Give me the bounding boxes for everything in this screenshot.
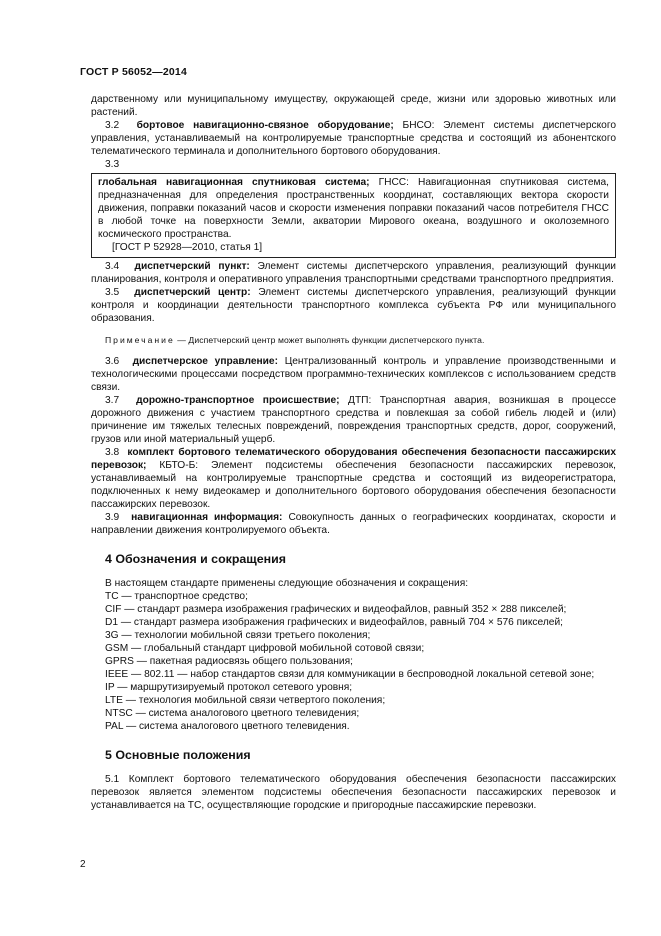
term-3-8 xyxy=(91,446,616,511)
term-number: 3.6 xyxy=(105,356,120,367)
abbreviation-item: CIF — стандарт размера изображения графических и видеофайлов, равный 352 × 288 пикселей; xyxy=(105,604,567,615)
term-3-3 xyxy=(98,176,609,241)
abbreviation-item: LTE — технология мобильной связи четвертого поколения; xyxy=(105,695,386,706)
abbreviation-item: NTSC — система аналогового цветного телевидения; xyxy=(105,708,360,719)
term-title: бортовое навигационно-связное оборудование; xyxy=(136,120,394,131)
term-3-4 xyxy=(91,260,616,286)
abbreviation-list xyxy=(91,590,616,733)
term-3-9 xyxy=(91,511,616,537)
term-title: глобальная навигационная спутниковая система; xyxy=(98,177,370,188)
term-3-6 xyxy=(91,355,616,394)
term-number: 3.4 xyxy=(105,261,120,272)
term-3-5 xyxy=(91,286,616,325)
term-3-3-number: 3.3 xyxy=(105,159,120,170)
term-number: 3.9 xyxy=(105,512,120,523)
abbreviation-item: PAL — система аналогового цветного телевидения. xyxy=(105,721,350,732)
section-4-intro: В настоящем стандарте применены следующие обозначения и сокращения: xyxy=(105,578,469,589)
term-3-7 xyxy=(91,394,616,446)
page-number: 2 xyxy=(80,859,86,870)
term-reference: [ГОСТ Р 52928—2010, статья 1] xyxy=(112,242,263,253)
note-text: — Диспетчерский центр может выполнять функции диспетчерского пункта. xyxy=(174,335,485,345)
term-definition: КБТО-Б: Элемент подсистемы обеспечения безопасности пассажирских перевозок, устанавливаемый на контролируемые транспортные средства и состоящий из видеорегистратора, подключенных к нему видеокамер и дополнительного бортового оборудования обеспечения безопасности пассажирских перевозок. xyxy=(91,460,616,510)
section-5-heading: 5 Основные положения xyxy=(105,748,251,762)
abbreviation-item: IEEE — 802.11 — набор стандартов связи для коммуникации в беспроводной локальной сетевой зоне; xyxy=(105,669,595,680)
document-header: ГОСТ Р 56052—2014 xyxy=(80,66,188,78)
section-4-heading: 4 Обозначения и сокращения xyxy=(105,552,286,566)
abbreviation-item: ТС — транспортное средство; xyxy=(105,591,248,602)
term-title: дорожно-транспортное происшествие; xyxy=(136,395,340,406)
term-3-3-box xyxy=(91,173,616,258)
paragraph-continuation: дарственному или муниципальному имуществу, окружающей среде, жизни или здоровью животных или растений. xyxy=(91,94,616,118)
term-number: 3.2 xyxy=(105,120,120,131)
term-definition: Элемент системы диспетчерского управления, реализующий функции планирования, контроля и оперативного управления транспортными средствами транспортного предприятия. xyxy=(91,261,616,285)
abbreviation-item: 3G — технологии мобильной связи третьего поколения; xyxy=(105,630,371,641)
term-definition: ДТП: Транспортная авария, возникшая в процессе дорожного движения с участием транспортного средства и повлекшая за собой гибель людей и (или) причинение им тяжелых телесных повреждений, повреждения транспортных средств, дорог, сооружений, грузов или иной материальный ущерб. xyxy=(91,395,616,445)
term-number: 3.5 xyxy=(105,287,120,298)
term-definition: Централизованный контроль и управление производственными и технологическими процессами посредством программно-технических комплексов с использованием средств связи. xyxy=(91,356,616,393)
term-title: диспетчерское управление: xyxy=(132,356,278,367)
term-definition: БНСО: Элемент системы диспетчерского управления, устанавливаемый на контролируемые транспортные средства и состоящий из абонентского телематического терминала и дополнительного бортового оборудования. xyxy=(91,120,616,157)
term-number: 3.8 xyxy=(105,447,120,458)
term-number: 3.7 xyxy=(105,395,120,406)
term-title: комплект бортового телематического оборудования обеспечения безопасности пассажирских перевозок; xyxy=(91,447,616,471)
abbreviation-item: GSM — глобальный стандарт цифровой мобильной сотовой связи; xyxy=(105,643,425,654)
abbreviation-item: GPRS — пакетная радиосвязь общего пользования; xyxy=(105,656,353,667)
term-definition: Совокупность данных о географических координатах, скорости и направлении движения контролируемого объекта. xyxy=(91,512,616,536)
term-definition: ГНСС: Навигационная спутниковая система, предназначенная для определения пространственных координат, составляющих вектора скорости движения, поправки показаний часов и скорости изменения поправки показаний часов потребителя ГНСС в любой точке на поверхности Земли, акватории Мирового океана, воздушного и околоземного космического пространства. xyxy=(98,177,609,240)
term-title: навигационная информация: xyxy=(131,512,283,523)
note-label: Примечание xyxy=(105,335,175,345)
paragraph-5-1: 5.1 Комплект бортового телематического оборудования обеспечения безопасности пассажирских перевозок является элементом подсистемы обеспечения безопасности пассажирских перевозок и устанавливается на ТС, осуществляющие городские и пригородные пассажирские перевозки. xyxy=(91,774,616,811)
term-definition: Элемент системы диспетчерского управления, реализующий функции контроля и координации деятельности транспортного комплекса субъекта РФ или муниципального образования. xyxy=(91,287,616,324)
term-title: диспетчерский центр: xyxy=(134,287,251,298)
document-body xyxy=(91,93,616,812)
abbreviation-item: IP — маршрутизируемый протокол сетевого уровня; xyxy=(105,682,353,693)
term-3-2 xyxy=(91,119,616,158)
note xyxy=(91,334,616,347)
term-title: диспетчерский пункт: xyxy=(134,261,250,272)
abbreviation-item: D1 — стандарт размера изображения графических и видеофайлов, равный 704 × 576 пикселей; xyxy=(105,617,563,628)
